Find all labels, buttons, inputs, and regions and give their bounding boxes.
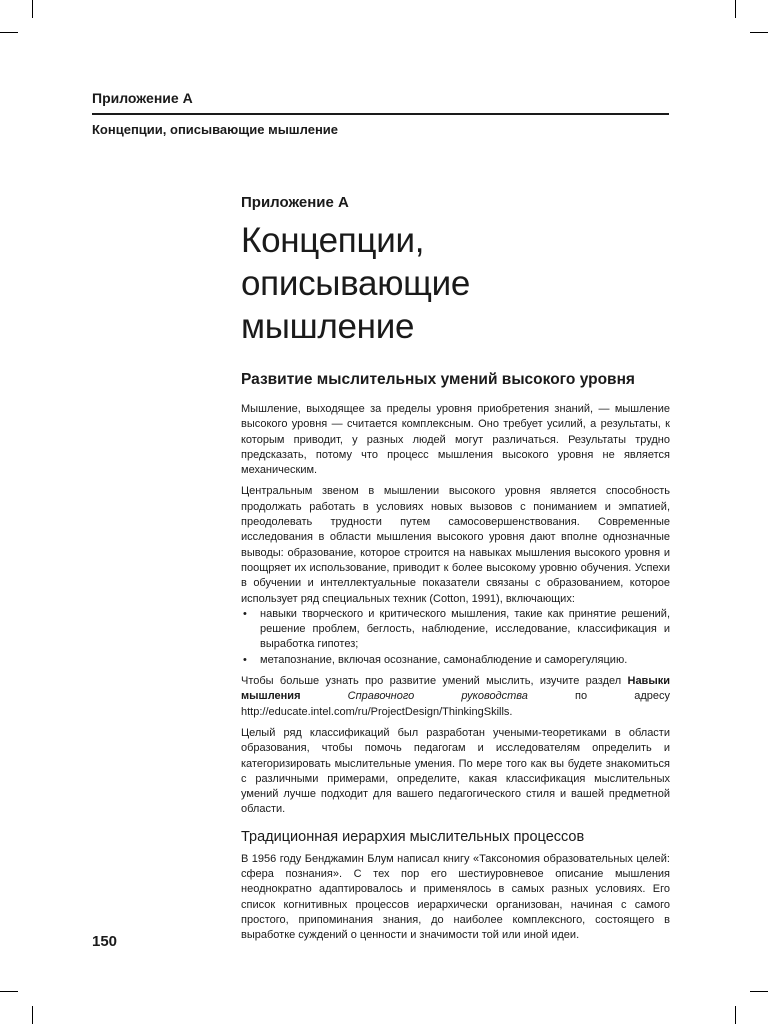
running-head-rule xyxy=(92,113,669,115)
paragraph-text: Чтобы больше узнать про развитие умений мыслить, изучите раздел xyxy=(241,675,628,688)
running-head-title: Приложение A xyxy=(92,90,193,106)
list-item xyxy=(241,607,670,653)
page-number: 150 xyxy=(92,933,118,950)
list-item-text: метапознание, включая осознание, самонаблюдение и саморегуляцию. xyxy=(260,653,628,666)
chapter-title-line: мышление xyxy=(241,307,415,346)
crop-mark xyxy=(750,991,768,992)
subsection-title: Традиционная иерархия мыслительных процессов xyxy=(241,828,585,845)
paragraph xyxy=(241,674,670,720)
bullet-icon: • xyxy=(243,607,247,620)
crop-mark xyxy=(0,991,18,992)
list-item xyxy=(241,653,670,668)
crop-mark xyxy=(735,1006,736,1024)
bullet-list xyxy=(241,607,670,668)
bullet-icon: • xyxy=(243,653,247,666)
chapter-title xyxy=(241,219,670,348)
reference-guide-name: Справочного руководства xyxy=(347,690,528,703)
crop-mark xyxy=(0,32,18,33)
chapter-title-line: Концепции, xyxy=(241,221,425,260)
running-head-subtitle: Концепции, описывающие мышление xyxy=(92,122,339,137)
paragraph: Мышление, выходящее за пределы уровня приобретения знаний, — мышление высокого уровня — считается комплексным. Оно требует усилий, а результаты, к которым приводит, у разных людей могут различаться. Результаты трудно предсказать, потому что процесс мышления высокого уровня не является механическим. xyxy=(241,403,670,477)
chapter-title-line: описывающие xyxy=(241,264,471,303)
reference-section-name: Навыки мышления xyxy=(241,675,670,703)
paragraph: Центральным звеном в мышлении высокого уровня является способность продолжать работать в условиях новых вызовов с пониманием и эмпатией, преодолевать трудности путем самосовершенствования. Современные исследования в области мышления высокого уровня дают вполне однозначные выводы: образование, которое строится на навыках мышления высокого уровня и поощряет их использование, приводит к более высокому уровню обучения. Успехи в обучении и интеллектуальные показатели связаны с образованием, которое использует ряд специальных техник (Cotton, 1991), включающих: xyxy=(241,485,670,605)
crop-mark xyxy=(32,1006,33,1024)
list-item-text: навыки творческого и критического мышления, такие как принятие решений, решение проблем, беглость, наблюдение, исследование, классификация и выработка гипотез; xyxy=(260,607,670,651)
paragraph: Целый ряд классификаций был разработан учеными-теоретиками в области образования, чтобы помочь педагогам и исследователям определить и категоризировать мыслительные умения. По мере того как вы будете знакомиться с различными примерами, определите, какая классификация мыслительных умений лучше подходит для вашего педагогического стиля и вашей предметной области. xyxy=(241,726,670,816)
appendix-label: Приложение A xyxy=(241,194,349,211)
crop-mark xyxy=(750,32,768,33)
crop-mark xyxy=(32,0,33,18)
paragraph: В 1956 году Бенджамин Блум написал книгу «Таксономия образовательных целей: сфера познания». С тех пор его шестиуровневое описание мышления неоднократно адаптировалось и применялось в самых разных условиях. Его список когнитивных процессов иерархически организован, начиная с самого простого, припоминания знания, до наиболее комплексного, состоящего в выработке суждений о ценности и значимости той или иной идеи. xyxy=(241,852,670,942)
reference-url-text: по адресу http://educate.intel.com/ru/ProjectDesign/ThinkingSkills. xyxy=(241,690,670,718)
main-content xyxy=(241,193,670,950)
section-title: Развитие мыслительных умений высокого уровня xyxy=(241,371,635,388)
crop-mark xyxy=(735,0,736,18)
